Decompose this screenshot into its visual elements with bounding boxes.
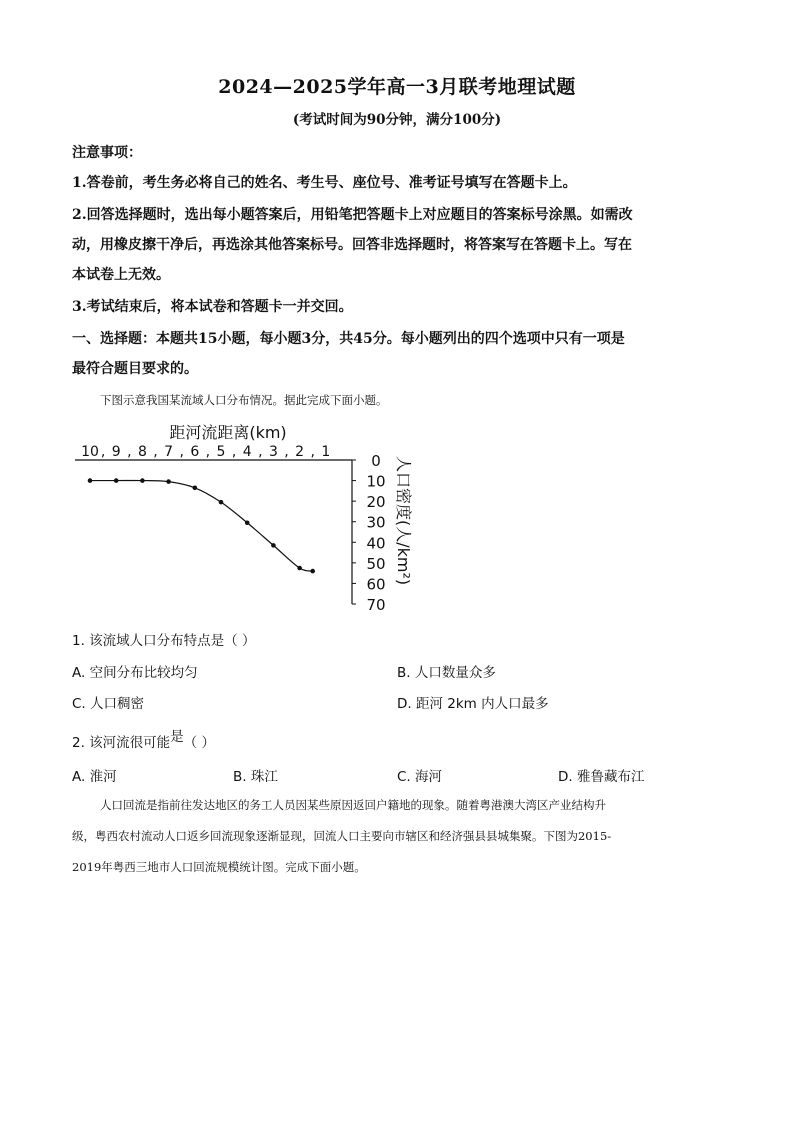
x-tick-separator: , <box>153 444 158 460</box>
intro-passage-2-line-3: 2019年粤西三地市人口回流规模统计图。完成下面小题。 <box>72 860 366 874</box>
q1-option-d[interactable]: D. 距河 2km 内人口最多 <box>397 696 549 712</box>
y-tick-label: 60 <box>366 575 386 594</box>
x-tick-separator: , <box>179 444 184 460</box>
intro-passage-1: 下图示意我国某流域人口分布情况。据此完成下面小题。 <box>100 393 388 407</box>
y-tick-label: 50 <box>366 554 386 573</box>
data-point <box>193 485 198 490</box>
data-point <box>166 479 171 484</box>
data-points <box>88 478 315 573</box>
y-tick-label: 0 <box>371 452 381 470</box>
y-tick-label: 30 <box>366 513 386 532</box>
x-tick-label: 6 <box>190 444 200 460</box>
y-ticks <box>352 452 386 614</box>
x-tick-separator: , <box>284 444 289 460</box>
y-tick-label: 40 <box>366 534 386 553</box>
intro-passage-2-line-1: 人口回流是指前往发达地区的务工人员因某些原因返回户籍地的现象。随着粤港澳大湾区产业结构升 <box>100 798 606 812</box>
x-tick-label: 4 <box>242 444 252 460</box>
y-tick-label: 70 <box>366 596 386 614</box>
q2-stem-part-3: （ ） <box>183 735 215 751</box>
q2-option-b[interactable]: B. 珠江 <box>233 769 278 785</box>
x-tick-label: 2 <box>295 444 305 460</box>
data-point <box>310 569 315 574</box>
x-tick-separator: , <box>310 444 315 460</box>
data-point <box>271 543 276 548</box>
x-tick-label: 5 <box>216 444 226 460</box>
q2-stem-part-1: 2. 该河流很可能 <box>72 735 171 751</box>
intro-passage-2-line-2: 级，粤西农村流动人口返乡回流现象逐渐显现，回流人口主要向市辖区和经济强县县城集聚。下图为2015- <box>72 829 612 843</box>
x-tick-label: 7 <box>164 444 174 460</box>
q1-option-b[interactable]: B. 人口数量众多 <box>397 665 496 681</box>
y-tick-label: 20 <box>366 493 386 512</box>
data-point <box>140 478 145 483</box>
q2-option-d[interactable]: D. 雅鲁藏布江 <box>558 769 645 785</box>
x-tick-separator: , <box>231 444 237 460</box>
q1-option-c[interactable]: C. 人口稠密 <box>72 696 145 712</box>
q2-stem-part-2: 是 <box>170 729 184 745</box>
question-2-stem <box>72 731 215 751</box>
data-point <box>88 478 93 483</box>
x-tick-label: 8 <box>137 444 147 460</box>
q1-option-a[interactable]: A. 空间分布比较均匀 <box>72 665 198 681</box>
exam-subtitle: (考试时间为90分钟，满分100分) <box>292 112 502 128</box>
x-tick-separator: , <box>258 444 263 460</box>
y-axis-label: 人口密度(人/km²) <box>394 456 413 586</box>
question-1-stem: 1. 该流域人口分布特点是（ ） <box>72 633 256 649</box>
note-line-5: 3.考试结束后，将本试卷和答题卡一并交回。 <box>72 299 353 315</box>
x-tick-label: 10 <box>81 444 99 460</box>
data-point <box>297 566 302 571</box>
exam-title: 2024—2025学年高一3月联考地理试题 <box>218 76 576 98</box>
note-line-4: 本试卷上无效。 <box>72 267 170 283</box>
x-tick-separator: , <box>127 444 132 460</box>
note-line-3: 动，用橡皮擦干净后，再选涂其他答案标号。回答非选择题时，将答案写在答题卡上。写在 <box>72 237 632 253</box>
q2-option-a[interactable]: A. 淮河 <box>72 769 117 785</box>
x-tick-separator: , <box>100 444 106 460</box>
density-line <box>90 480 313 571</box>
x-tick-separator: , <box>205 444 211 460</box>
data-point <box>219 500 224 505</box>
y-tick-label: 10 <box>366 472 386 491</box>
population-density-chart <box>60 414 430 616</box>
x-tick-label: 1 <box>321 444 331 460</box>
note-line-2: 2.回答选择题时，选出每小题答案后，用铅笔把答题卡上对应题目的答案标号涂黑。如需改 <box>72 207 633 223</box>
x-ticks <box>81 444 330 460</box>
q2-option-c[interactable]: C. 海河 <box>397 769 443 785</box>
notes-heading: 注意事项： <box>72 145 142 161</box>
section-heading-line-1: 一、选择题：本题共15小题，每小题3分，共45分。每小题列出的四个选项中只有一项是 <box>72 331 625 347</box>
x-tick-label: 3 <box>268 444 278 460</box>
section-heading-line-2: 最符合题目要求的。 <box>72 361 198 377</box>
data-point <box>245 520 250 525</box>
x-axis-label: 距河流距离(km) <box>169 423 287 442</box>
x-tick-label: 9 <box>111 444 121 460</box>
data-point <box>114 478 119 483</box>
note-line-1: 1.答卷前，考生务必将自己的姓名、考生号、座位号、准考证号填写在答题卡上。 <box>72 175 577 191</box>
